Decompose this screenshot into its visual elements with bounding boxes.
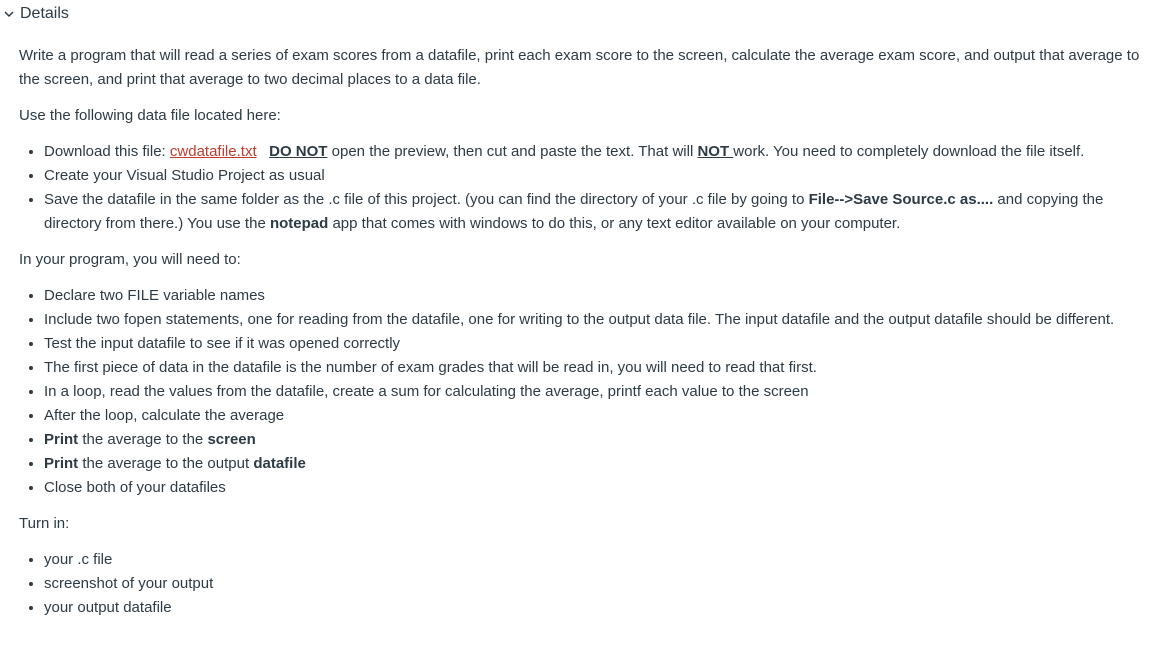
- list-item: • Close both of your datafiles: [44, 476, 1159, 500]
- list-item: • Print the average to the screen: [44, 428, 1159, 452]
- details-title: Details: [20, 5, 69, 22]
- program-requirements-list: [19, 284, 1159, 500]
- list-item: • your .c file: [44, 548, 1159, 572]
- turn-in-list: [19, 548, 1159, 620]
- list-item: • screenshot of your output: [44, 572, 1159, 596]
- cwdatafile-link[interactable]: cwdatafile.txt: [169, 143, 257, 160]
- turn-in-heading: Turn in:: [19, 515, 70, 532]
- list-item: • Create your Visual Studio Project as usual: [44, 164, 1159, 188]
- program-intro-paragraph: In your program, you will need to:: [19, 251, 241, 268]
- list-item: • In a loop, read the values from the datafile, create a sum for calculating the average, printf each value to the screen: [44, 380, 1159, 404]
- use-file-paragraph: Use the following data file located here:: [19, 107, 281, 124]
- chevron-down-icon: [2, 7, 16, 21]
- list-item: • Declare two FILE variable names: [44, 284, 1159, 308]
- list-item: • Print the average to the output datafile: [44, 452, 1159, 476]
- list-item: • Save the datafile in the same folder as the .c file of this project. (you can find the directory of your .c file by going to File-->Save Source.c as.... and copying the directory from there.) You use the notepad app that comes with windows to do this, or any text editor available on your computer.: [44, 188, 1159, 236]
- list-item: • The first piece of data in the datafile is the number of exam grades that will be read in, you will need to read that first.: [44, 356, 1159, 380]
- setup-list: [19, 140, 1159, 236]
- list-item: • your output datafile: [44, 596, 1159, 620]
- list-item: • Download this file: cwdatafile.txt DO NOT open the preview, then cut and paste the text. That will NOT work. You need to completely download the file itself.: [44, 140, 1159, 164]
- assignment-description: [19, 44, 1159, 632]
- list-item: • Test the input datafile to see if it was opened correctly: [44, 332, 1159, 356]
- list-item: • Include two fopen statements, one for reading from the datafile, one for writing to the output data file. The input datafile and the output datafile should be different.: [44, 308, 1159, 332]
- list-item: • After the loop, calculate the average: [44, 404, 1159, 428]
- details-toggle[interactable]: [0, 2, 69, 26]
- intro-paragraph: Write a program that will read a series of exam scores from a datafile, print each exam score to the screen, calculate the average exam score, and output that average to the screen, and print that average to two decimal places to a data file.: [19, 47, 1140, 88]
